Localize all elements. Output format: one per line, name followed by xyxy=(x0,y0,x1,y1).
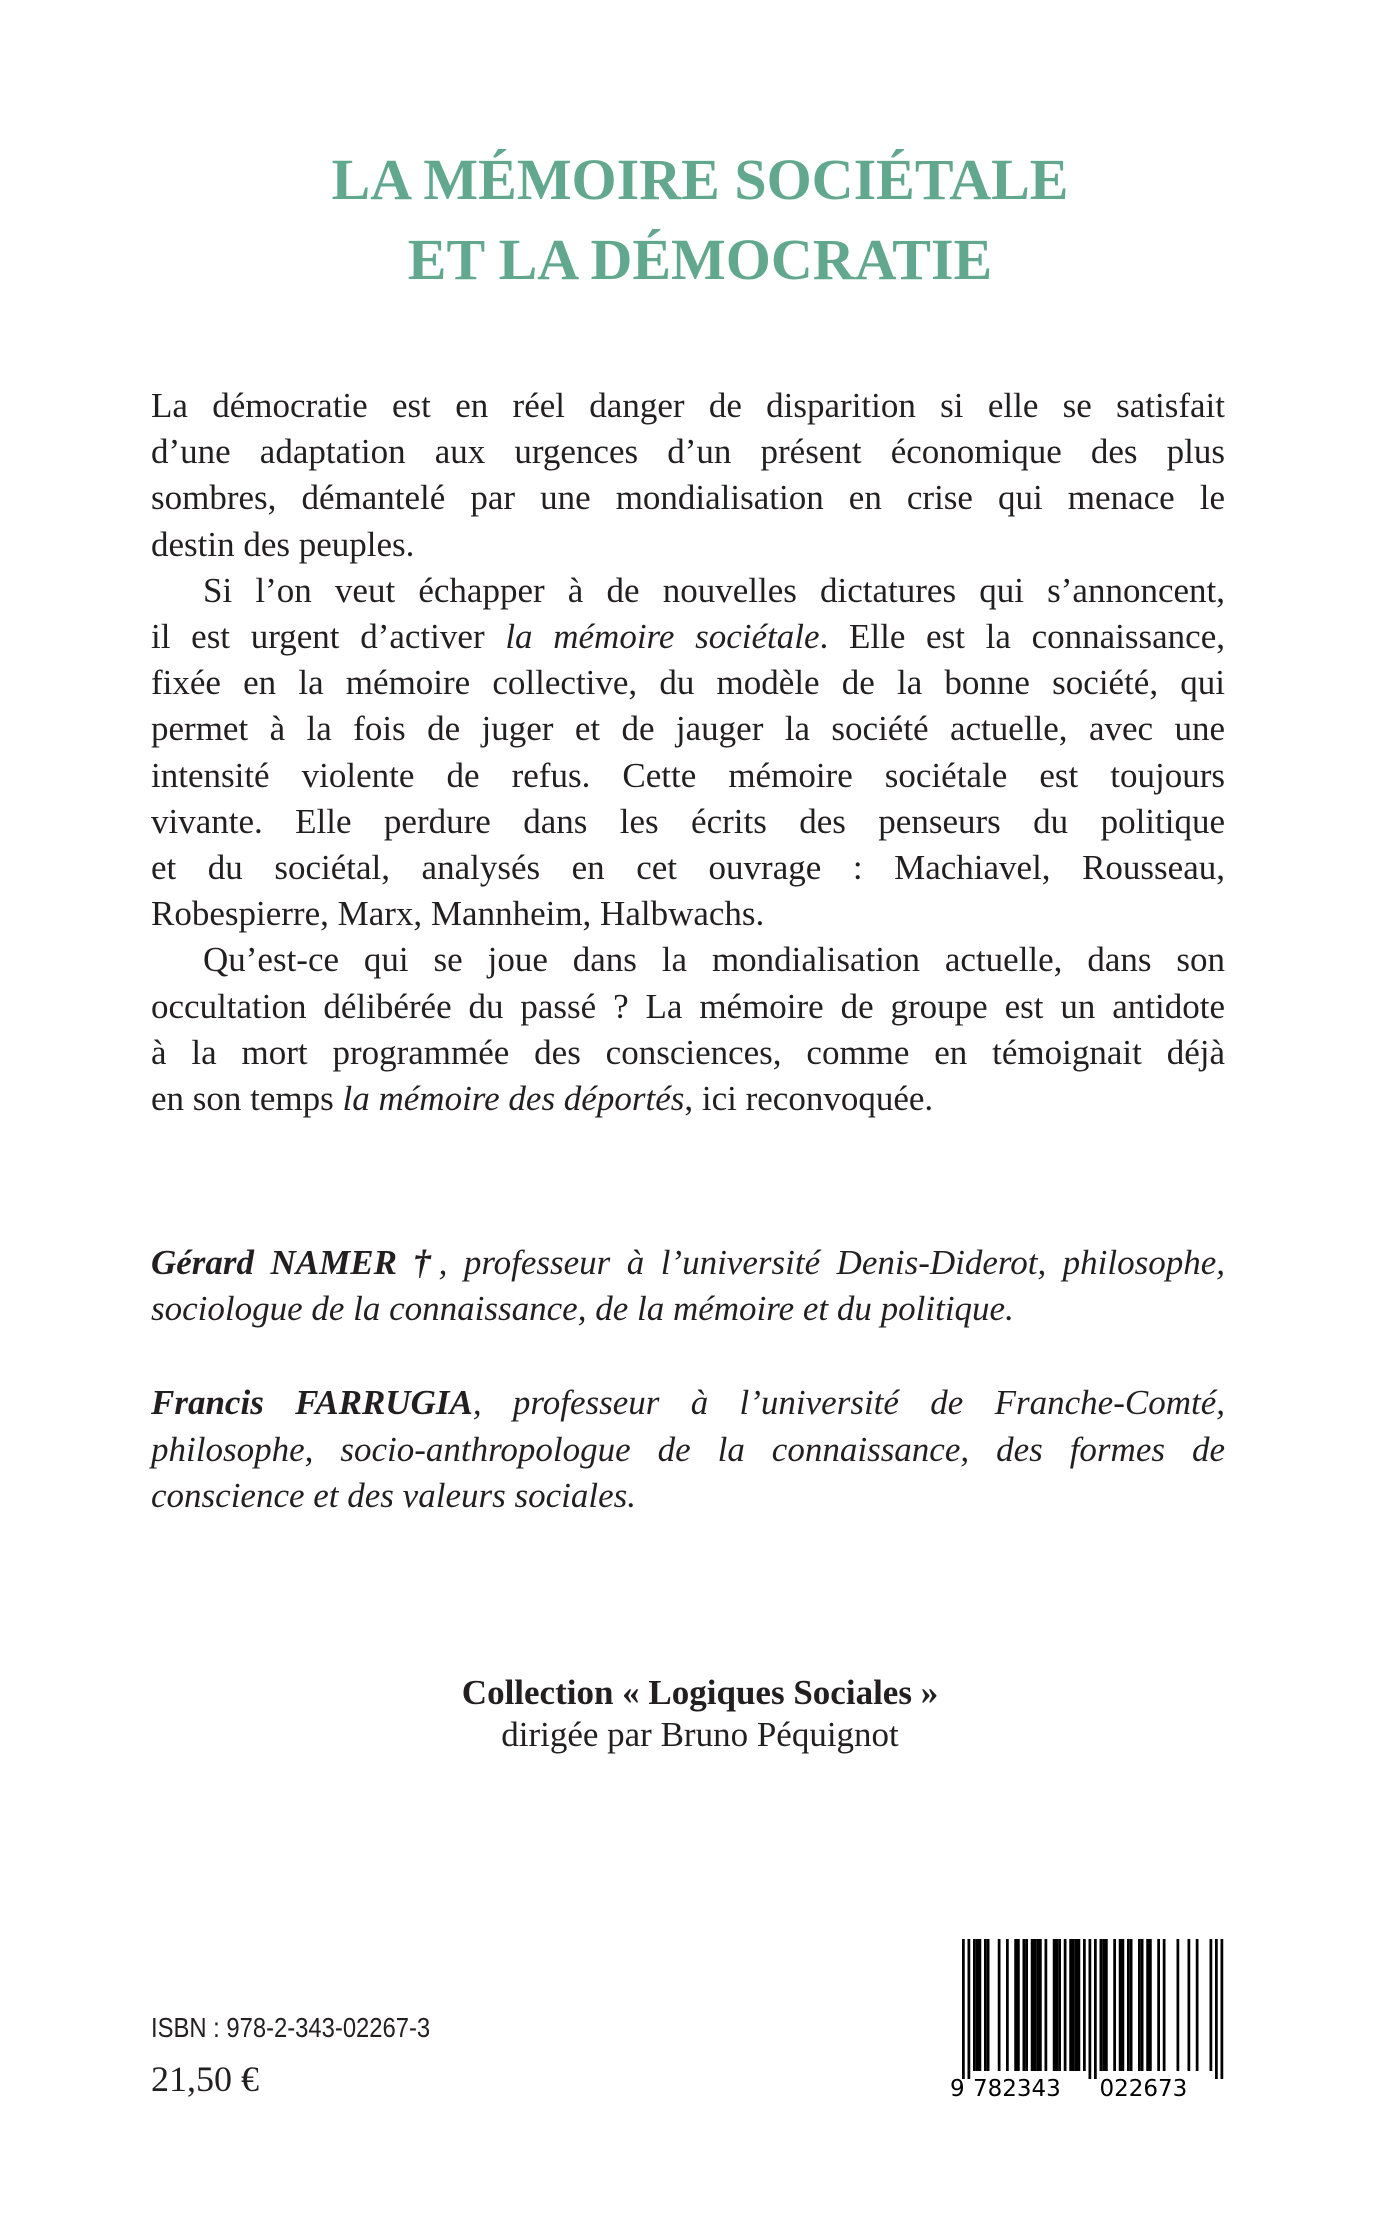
barcode-bar xyxy=(1157,1939,1160,2071)
text-segment: sociologue de la connaissance, de la mémoire et du politique. xyxy=(151,1289,1014,1329)
paragraph xyxy=(151,937,1225,1122)
text-segment: conscience et des valeurs sociales. xyxy=(151,1475,636,1515)
barcode-digits: 022673 xyxy=(1099,2076,1188,2101)
title-line-2: ET LA DÉMOCRATIE xyxy=(407,227,993,292)
text-segment: , professeur à l’université de Franche-Comté, xyxy=(472,1383,1225,1423)
text-line xyxy=(151,799,1225,845)
barcode-bar xyxy=(1122,1939,1125,2071)
text-segment: Si l’on veut échapper à de nouvelles dictatures qui s’annoncent, xyxy=(203,570,1225,610)
barcode-bar xyxy=(1075,1939,1078,2071)
text-segment: Qu’est-ce qui se joue dans la mondialisation actuelle, dans son xyxy=(203,940,1225,980)
barcode-bar xyxy=(1210,1939,1213,2071)
barcode-bar xyxy=(1130,1939,1133,2071)
barcode-bar xyxy=(998,1939,1001,2071)
author-name: Gérard NAMER † xyxy=(151,1243,439,1282)
barcode-bar xyxy=(1014,1939,1017,2071)
barcode-bar xyxy=(1031,1939,1034,2071)
barcode-bar xyxy=(973,1939,976,2071)
barcode-bar xyxy=(1105,1939,1108,2071)
barcode-bar xyxy=(1036,1939,1039,2071)
barcode-bar xyxy=(1146,1939,1149,2071)
text-segment: La démocratie est en réel danger de disparition si elle se satisfait xyxy=(151,386,1225,425)
author-bio xyxy=(151,1380,1225,1519)
text-line xyxy=(151,1076,1225,1122)
author-bio xyxy=(151,1240,1225,1332)
text-line xyxy=(151,753,1225,799)
text-line xyxy=(151,1380,1225,1426)
text-segment: en son temps xyxy=(151,1079,343,1119)
italic-phrase: la mémoire des déportés xyxy=(342,1079,685,1119)
barcode-bar xyxy=(1163,1939,1166,2071)
barcode-bar xyxy=(1221,1939,1224,2079)
barcode-bar xyxy=(1078,1939,1081,2071)
italic-phrase: la mémoire sociétale xyxy=(505,617,820,657)
barcode-bar xyxy=(1058,1939,1061,2071)
barcode-bar xyxy=(1069,1939,1072,2071)
barcode-bar xyxy=(1039,1939,1042,2071)
barcode-bar xyxy=(1072,1939,1075,2071)
blurb-text xyxy=(151,383,1225,1122)
barcode-bar xyxy=(1064,1939,1067,2071)
book-title xyxy=(0,140,1400,300)
text-line xyxy=(151,845,1225,891)
barcode-bar xyxy=(976,1939,979,2071)
barcode-digits: 9 xyxy=(950,2076,965,2101)
barcode-bar xyxy=(984,1939,987,2071)
text-line xyxy=(151,937,1225,983)
barcode-bar xyxy=(1017,1939,1020,2071)
text-line xyxy=(151,568,1225,614)
barcode-bar xyxy=(979,1939,982,2071)
barcode-bar xyxy=(1102,1939,1105,2071)
collection-name: Collection « Logiques Sociales » xyxy=(461,1673,939,1712)
barcode-bar xyxy=(1053,1939,1056,2071)
text-line xyxy=(151,522,1225,568)
barcode-bar xyxy=(1100,1939,1103,2071)
text-segment: , professeur à l’université Denis-Diderot, philosophe, xyxy=(438,1243,1226,1282)
text-segment: à la mort programmée des consciences, comme en témoignait déjà xyxy=(151,1032,1225,1072)
text-segment: philosophe, socio-anthropologue de la connaissance, des formes de xyxy=(151,1429,1225,1469)
text-segment: intensité violente de refus. Cette mémoire sociétale est toujours xyxy=(151,755,1225,795)
barcode-bar xyxy=(1056,1939,1059,2071)
text-line xyxy=(151,1427,1225,1473)
paragraph xyxy=(151,568,1225,938)
text-line xyxy=(151,1473,1225,1519)
barcode-bar xyxy=(1141,1939,1144,2071)
text-line xyxy=(151,475,1225,521)
barcode-bar xyxy=(1083,1939,1086,2071)
collection-director: dirigée par Bruno Péquignot xyxy=(501,1715,899,1754)
barcode xyxy=(950,1936,1230,2101)
text-segment: . Elle est la connaissance, xyxy=(819,617,1226,657)
barcode-bar xyxy=(1138,1939,1141,2071)
paragraph xyxy=(151,383,1225,568)
barcode-bar xyxy=(1196,1939,1199,2071)
price-text: 21,50 € xyxy=(151,2059,259,2099)
text-line xyxy=(151,706,1225,752)
collection-info xyxy=(0,1672,1400,1756)
barcode-bar xyxy=(1034,1939,1037,2071)
text-segment: et du sociétal, analysés en cet ouvrage : Machiavel, Rousseau, xyxy=(151,848,1225,888)
barcode-bar xyxy=(1025,1939,1028,2071)
text-line xyxy=(151,891,1225,937)
text-line xyxy=(151,1030,1225,1076)
text-line xyxy=(151,383,1225,429)
barcode-bar xyxy=(968,1939,971,2079)
author-name: Francis FARRUGIA xyxy=(151,1383,473,1423)
text-segment: sombres, démantelé par une mondialisation en crise qui menace le xyxy=(151,478,1225,518)
barcode-bar xyxy=(1149,1939,1152,2071)
text-line xyxy=(151,1286,1225,1332)
text-segment: il est urgent d’activer xyxy=(151,617,506,657)
text-segment: destin des peuples. xyxy=(151,524,415,564)
barcode-bar xyxy=(1094,1939,1097,2079)
barcode-bar xyxy=(1023,1939,1026,2071)
barcode-bar xyxy=(1119,1939,1122,2071)
text-line xyxy=(151,984,1225,1030)
author-bios xyxy=(151,1240,1225,1567)
isbn-text: ISBN : 978-2-343-02267-3 xyxy=(151,2012,431,2043)
text-line xyxy=(151,660,1225,706)
text-segment: d’une adaptation aux urgences d’un présent économique des plus xyxy=(151,432,1225,472)
barcode-bar xyxy=(1089,1939,1092,2079)
barcode-bar xyxy=(987,1939,990,2071)
text-line xyxy=(151,429,1225,475)
barcode-bar xyxy=(1188,1939,1191,2071)
barcode-bar xyxy=(1045,1939,1048,2071)
barcode-bar xyxy=(1127,1939,1130,2071)
text-segment: occultation délibérée du passé ? La mémoire de groupe est un antidote xyxy=(151,986,1225,1026)
barcode-bar xyxy=(1215,1939,1218,2079)
barcode-bar xyxy=(1006,1939,1009,2071)
barcode-bar xyxy=(1113,1939,1116,2071)
text-segment: , ici reconvoquée. xyxy=(684,1079,934,1119)
text-segment: Robespierre, Marx, Mannheim, Halbwachs. xyxy=(151,894,765,934)
text-segment: permet à la fois de juger et de jauger la société actuelle, avec une xyxy=(151,709,1225,749)
text-segment: vivante. Elle perdure dans les écrits des penseurs du politique xyxy=(151,801,1225,841)
barcode-bar xyxy=(962,1939,965,2079)
barcode-digits: 782343 xyxy=(973,2076,1061,2101)
barcode-bar xyxy=(1177,1939,1180,2071)
text-line xyxy=(151,1240,1225,1286)
text-segment: fixée en la mémoire collective, du modèle de la bonne société, qui xyxy=(151,663,1225,703)
text-line xyxy=(151,614,1225,660)
title-line-1: LA MÉMOIRE SOCIÉTALE xyxy=(331,147,1069,212)
